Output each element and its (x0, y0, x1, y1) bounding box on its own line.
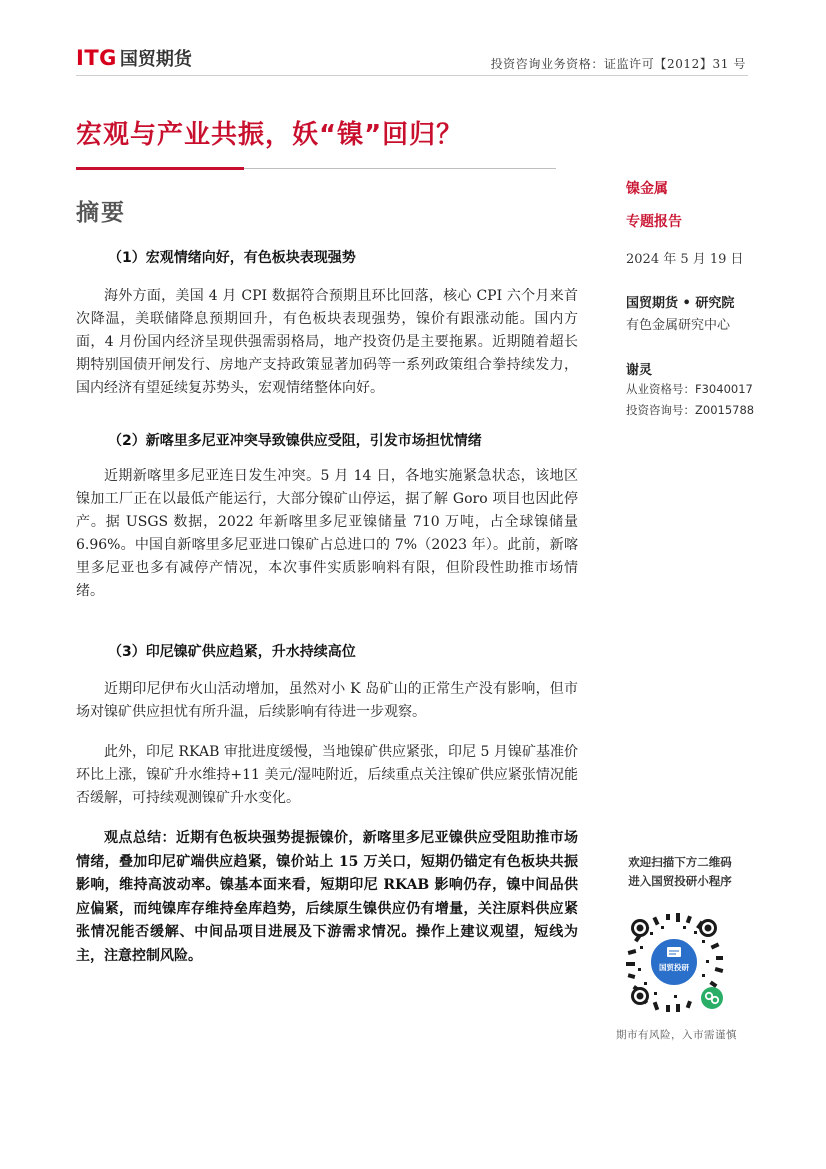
consulting-label: 投资咨询号： (626, 403, 695, 417)
summary-paragraph: 观点总结：近期有色板块强势提振镍价，新喀里多尼亚镍供应受阻助推市场情绪，叠加印尼矿端供应趋紧，镍价站上 15 万关口，短期仍锚定有色板块共振影响，维持高波动率。镍基本面来看，短期印尼 RKAB 影响仍存，镍中间品供应偏紧，而纯镍库存维持垒库趋势，后续原生镍供应仍有增量，关注原料供应紧张情况能否缓解、中间品项目进展及下游需求情况。操作上建议观望，短线为主，注意控制风险。 (76, 830, 578, 964)
license-text: 投资咨询业务资格：证监许可【2012】31 号 (490, 57, 746, 71)
qr-code[interactable] (614, 902, 734, 1022)
brand-logo (76, 44, 192, 72)
risk-disclaimer: 期市有风险，入市需谨慎 (616, 1029, 737, 1041)
sidebar-date: 2024 年 5 月 19 日 (626, 252, 744, 267)
sidebar-author: 谢灵 (626, 363, 653, 378)
sidebar-institute: 国贸期货 • 研究院 (626, 296, 735, 311)
section-heading-3: （3）印尼镍矿供应趋紧，升水持续高位 (108, 644, 356, 660)
qr-code-graphic (614, 902, 734, 1022)
sidebar-report-type: 专题报告 (626, 214, 682, 230)
qualification-label: 从业资格号： (626, 382, 695, 396)
qr-caption (604, 853, 756, 891)
section-3-paragraph-1: 近期印尼伊布火山活动增加，虽然对小 K 岛矿山的正常生产没有影响，但市场对镍矿供应担忧有所升温，后续影响有待进一步观察。 (76, 681, 578, 720)
header-divider (76, 75, 748, 76)
logo-itg-text: ITG (76, 46, 117, 70)
consulting-number: Z0015788 (695, 403, 755, 417)
sidebar-consulting-number (626, 402, 754, 418)
qualification-number: F3040017 (695, 382, 753, 396)
qr-caption-line-1: 欢迎扫描下方二维码 (628, 855, 732, 869)
section-2-paragraph: 近期新喀里多尼亚连日发生冲突。5 月 14 日，各地实施紧急状态，该地区镍加工厂正在以最低产能运行，大部分镍矿山停运，据了解 Goro 项目也因此停产。据 USGS 数据，2022 年新喀里多尼亚镍储量 710 万吨，占全球镍储量 6.96%。中国自新喀里多尼亚进口镍矿占总进口的 7%（2023 年）。此前，新喀里多尼亚也多有减停产情况，本次事件实质影响料有限，但阶段性助推市场情绪。 (76, 468, 578, 599)
sidebar-topic: 镍金属 (626, 181, 668, 197)
qr-caption-line-2: 进入国贸投研小程序 (628, 874, 732, 888)
sidebar-research-center: 有色金属研究中心 (626, 318, 731, 333)
section-heading-1: （1）宏观情绪向好，有色板块表现强势 (108, 250, 356, 266)
section-heading-2: （2）新喀里多尼亚冲突导致镍供应受阻，引发市场担忧情绪 (108, 433, 482, 449)
qr-center-label: 国贸投研 (659, 963, 689, 972)
section-3-paragraph-2: 此外，印尼 RKAB 审批进度缓慢，当地镍矿供应紧张，印尼 5 月镍矿基准价环比上涨，镍矿升水维持+11 美元/湿吨附近，后续重点关注镍矿供应紧张情况能否缓解，可持续观测镍矿升水变化。 (76, 744, 578, 806)
title-rule (244, 168, 556, 169)
wechat-icon (701, 987, 723, 1009)
section-1-paragraph: 海外方面，美国 4 月 CPI 数据符合预期且环比回落，核心 CPI 六个月来首次降温，美联储降息预期回升，有色板块表现强势，镍价有跟涨动能。国内方面，4 月份国内经济呈现供强需弱格局，地产投资仍是主要拖累。近期随着超长期特别国债开闸发行、房地产支持政策显著加码等一系列政策组合拳持续发力，国内经济有望延续复苏势头，宏观情绪整体向好。 (76, 288, 578, 396)
logo-cn-text: 国贸期货 (119, 49, 192, 70)
report-title: 宏观与产业共振，妖“镍”回归？ (76, 120, 464, 150)
sidebar-qualification (626, 381, 753, 397)
abstract-heading: 摘要 (76, 200, 126, 226)
title-rule-accent (76, 167, 244, 170)
